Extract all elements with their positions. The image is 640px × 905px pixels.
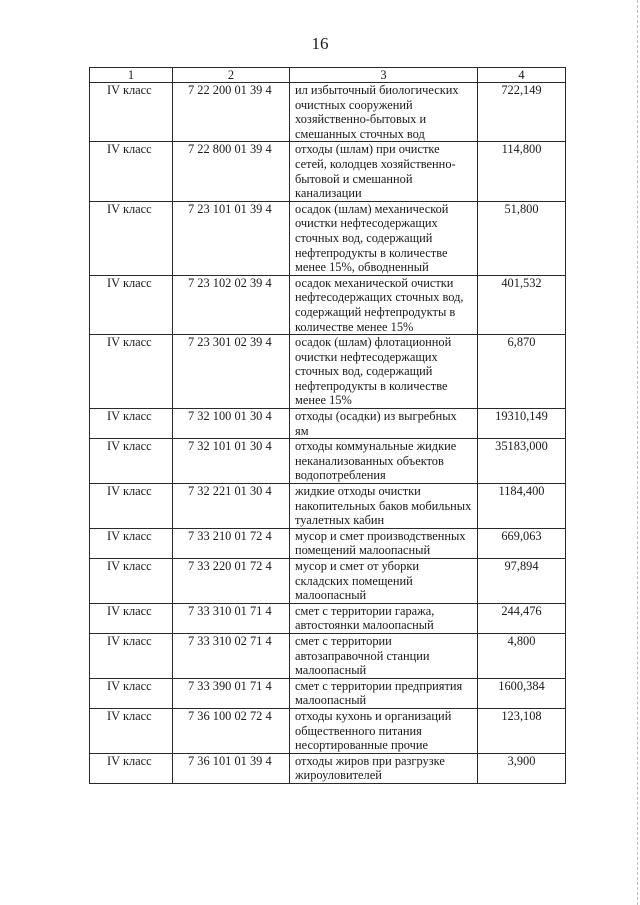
waste-name-cell: отходы кухонь и организаций общественного питания несортированные прочие [290, 708, 478, 753]
waste-name-cell: отходы (осадки) из выгребных ям [290, 409, 478, 439]
fkko-code-cell: 7 22 200 01 39 4 [173, 83, 290, 142]
quantity-cell: 669,063 [478, 528, 566, 558]
quantity-cell: 3,900 [478, 753, 566, 783]
quantity-cell: 244,476 [478, 603, 566, 633]
fkko-code-cell: 7 32 101 01 30 4 [173, 439, 290, 484]
waste-name-cell: жидкие отходы очистки накопительных баков мобильных туалетных кабин [290, 484, 478, 529]
quantity-cell: 6,870 [478, 335, 566, 409]
fkko-code-cell: 7 33 390 01 71 4 [173, 678, 290, 708]
table-row [90, 409, 566, 439]
fkko-code-cell: 7 36 100 02 72 4 [173, 708, 290, 753]
table-row [90, 708, 566, 753]
header-col-2: 2 [173, 68, 290, 83]
waste-name-cell: осадок (шлам) флотационной очистки нефтесодержащих сточных вод, содержащий нефтепродукты в количестве менее 15% [290, 335, 478, 409]
table-row [90, 528, 566, 558]
fkko-code-cell: 7 33 220 01 72 4 [173, 559, 290, 604]
table-row [90, 559, 566, 604]
fkko-code-cell: 7 23 301 02 39 4 [173, 335, 290, 409]
table-row [90, 335, 566, 409]
fkko-code-cell: 7 22 800 01 39 4 [173, 142, 290, 201]
waste-name-cell: ил избыточный биологических очистных сооружений хозяйственно-бытовых и смешанных сточных вод [290, 83, 478, 142]
hazard-class-cell: IV класс [90, 335, 173, 409]
hazard-class-cell: IV класс [90, 559, 173, 604]
table-row [90, 439, 566, 484]
waste-name-cell: мусор и смет производственных помещений малоопасный [290, 528, 478, 558]
waste-table [89, 67, 566, 784]
page-number: 16 [311, 34, 329, 53]
hazard-class-cell: IV класс [90, 753, 173, 783]
quantity-cell: 722,149 [478, 83, 566, 142]
waste-name-cell: смет с территории гаража, автостоянки малоопасный [290, 603, 478, 633]
quantity-cell: 123,108 [478, 708, 566, 753]
table-row [90, 603, 566, 633]
hazard-class-cell: IV класс [90, 603, 173, 633]
page-edge-line [637, 0, 638, 905]
table-row [90, 83, 566, 142]
fkko-code-cell: 7 36 101 01 39 4 [173, 753, 290, 783]
quantity-cell: 4,800 [478, 633, 566, 678]
hazard-class-cell: IV класс [90, 708, 173, 753]
hazard-class-cell: IV класс [90, 678, 173, 708]
table-row [90, 753, 566, 783]
waste-name-cell: отходы жиров при разгрузке жироуловителей [290, 753, 478, 783]
quantity-cell: 1184,400 [478, 484, 566, 529]
hazard-class-cell: IV класс [90, 83, 173, 142]
header-col-3: 3 [290, 68, 478, 83]
waste-name-cell: осадок (шлам) механической очистки нефтесодержащих сточных вод, содержащий нефтепродукты в количестве менее 15%, обводненный [290, 201, 478, 275]
waste-name-cell: смет с территории автозаправочной станции малоопасный [290, 633, 478, 678]
table-row [90, 275, 566, 334]
hazard-class-cell: IV класс [90, 528, 173, 558]
waste-name-cell: мусор и смет от уборки складских помещений малоопасный [290, 559, 478, 604]
fkko-code-cell: 7 33 310 02 71 4 [173, 633, 290, 678]
fkko-code-cell: 7 33 310 01 71 4 [173, 603, 290, 633]
quantity-cell: 114,800 [478, 142, 566, 201]
header-col-1: 1 [90, 68, 173, 83]
waste-name-cell: смет с территории предприятия малоопасный [290, 678, 478, 708]
hazard-class-cell: IV класс [90, 633, 173, 678]
hazard-class-cell: IV класс [90, 484, 173, 529]
hazard-class-cell: IV класс [90, 439, 173, 484]
hazard-class-cell: IV класс [90, 275, 173, 334]
table-body [90, 83, 566, 784]
header-col-4: 4 [478, 68, 566, 83]
fkko-code-cell: 7 23 102 02 39 4 [173, 275, 290, 334]
hazard-class-cell: IV класс [90, 201, 173, 275]
waste-name-cell: отходы (шлам) при очистке сетей, колодцев хозяйственно-бытовой и смешанной канализации [290, 142, 478, 201]
quantity-cell: 35183,000 [478, 439, 566, 484]
quantity-cell: 51,800 [478, 201, 566, 275]
fkko-code-cell: 7 33 210 01 72 4 [173, 528, 290, 558]
quantity-cell: 401,532 [478, 275, 566, 334]
quantity-cell: 19310,149 [478, 409, 566, 439]
fkko-code-cell: 7 23 101 01 39 4 [173, 201, 290, 275]
hazard-class-cell: IV класс [90, 409, 173, 439]
quantity-cell: 1600,384 [478, 678, 566, 708]
table-row [90, 484, 566, 529]
waste-name-cell: осадок механической очистки нефтесодержащих сточных вод, содержащий нефтепродукты в количестве менее 15% [290, 275, 478, 334]
table-row [90, 678, 566, 708]
quantity-cell: 97,894 [478, 559, 566, 604]
waste-name-cell: отходы коммунальные жидкие неканализованных объектов водопотребления [290, 439, 478, 484]
fkko-code-cell: 7 32 221 01 30 4 [173, 484, 290, 529]
hazard-class-cell: IV класс [90, 142, 173, 201]
header-row [90, 68, 566, 83]
table-row [90, 201, 566, 275]
fkko-code-cell: 7 32 100 01 30 4 [173, 409, 290, 439]
table-row [90, 633, 566, 678]
table-row [90, 142, 566, 201]
